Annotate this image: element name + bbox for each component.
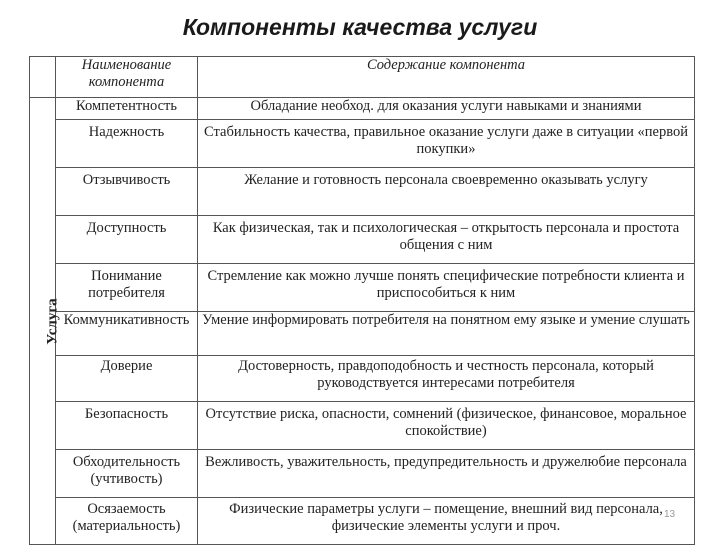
table-row: [30, 98, 695, 120]
header-corner-cell: [30, 57, 56, 98]
table-row: [30, 120, 695, 168]
component-content: Как физическая, так и психологическая – открытость персонала и простота общения с ним: [198, 216, 695, 264]
component-content: Вежливость, уважительность, предупредительность и дружелюбие персонала: [198, 450, 695, 498]
component-name: Понимание потребителя: [56, 264, 198, 312]
component-name: Коммуникативность: [56, 312, 198, 356]
side-label: Услуга: [44, 297, 61, 345]
table-row: [30, 356, 695, 402]
component-content: Достоверность, правдоподобность и честность персонала, который руководствуется интересами потребителя: [198, 356, 695, 402]
header-name: Наименование компонента: [56, 57, 198, 98]
component-name: Отзывчивость: [56, 168, 198, 216]
component-name: Доступность: [56, 216, 198, 264]
table-row: [30, 498, 695, 545]
component-content: Отсутствие риска, опасности, сомнений (физическое, финансовое, моральное спокойствие): [198, 402, 695, 450]
component-name: Обходительность (учтивость): [56, 450, 198, 498]
table-header-row: [30, 57, 695, 98]
slide-title: Компоненты качества услуги: [182, 14, 538, 40]
component-content: Стремление как можно лучше понять специфические потребности клиента и приспособиться к ним: [198, 264, 695, 312]
component-name: Осязаемость (материальность): [56, 498, 198, 545]
page-number: 13: [664, 509, 676, 520]
table-row: [30, 402, 695, 450]
table-row: [30, 216, 695, 264]
component-name: Надежность: [56, 120, 198, 168]
quality-components-table: [29, 56, 695, 545]
component-content: Стабильность качества, правильное оказание услуги даже в ситуации «первой покупки»: [198, 120, 695, 168]
component-name: Компетентность: [56, 98, 198, 120]
component-content: Физические параметры услуги – помещение, внешний вид персонала, физические элементы услуги и проч.: [198, 498, 695, 545]
table-row: [30, 312, 695, 356]
side-label-cell: [30, 98, 61, 545]
component-content: Обладание необход. для оказания услуги навыками и знаниями: [198, 98, 695, 120]
component-content: Умение информировать потребителя на понятном ему языке и умение слушать: [198, 312, 695, 356]
component-name: Безопасность: [56, 402, 198, 450]
component-name: Доверие: [56, 356, 198, 402]
table-row: [30, 264, 695, 312]
table-row: [30, 168, 695, 216]
header-content: Содержание компонента: [198, 57, 695, 98]
component-content: Желание и готовность персонала своевременно оказывать услугу: [198, 168, 695, 216]
table-row: [30, 450, 695, 498]
